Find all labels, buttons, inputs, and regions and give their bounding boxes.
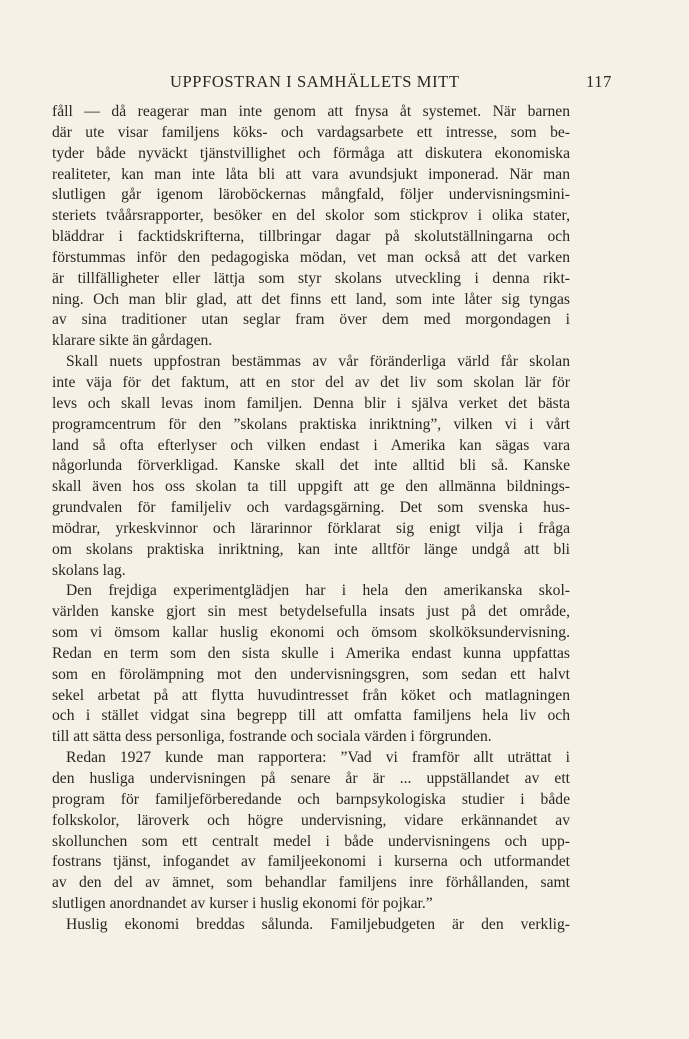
text-line: inte väja för det faktum, att en stor del av det liv som skolan lär för (52, 373, 570, 391)
text-line: skollunchen som ett centralt medel i både undervisningens och upp- (52, 832, 570, 850)
text-line: ning. Och man blir glad, att det finns ett land, som inte låter sig tyngas (52, 290, 570, 308)
page-number: 117 (586, 72, 612, 91)
text-line: den husliga undervisningen på senare år är ... uppställandet av ett (52, 770, 570, 787)
text-line: realiteter, kan man inte låta bli att vara avundsjukt imponerad. När man (52, 165, 570, 183)
paragraph-start-line: Den frejdiga experimentglädjen har i hela den amerikanska skol- (66, 582, 570, 600)
paragraph-end-line: slutligen anordnandet av kurser i huslig ekonomi för pojkar.” (52, 895, 433, 913)
page-header (52, 72, 612, 96)
text-line: av sina traditioner utan seglar fram över dem med morgondagen i (52, 311, 570, 329)
text-line: grundvalen för familjeliv och vardagsgärning. Det som svenska hus- (52, 499, 570, 517)
text-line: där ute visar familjens köks- och vardagsarbete ett intresse, som be- (52, 123, 570, 141)
paragraph-start-line: Redan 1927 kunde man rapportera: ”Vad vi framför allt uträttat i (66, 749, 570, 767)
text-line: någorlunda förverkligad. Kanske skall det inte alltid bli så. Kanske (52, 457, 570, 475)
text-line: bläddrar i facktidskrifterna, tillbringar dagar på skolutställningarna och (52, 228, 570, 246)
text-line: mödrar, yrkeskvinnor och lärarinnor förklarat sig enigt vilja i fråga (52, 519, 570, 537)
text-line: land så ofta efterlyser och vilken endast i Amerika kan sägas vara (52, 436, 570, 454)
text-line: program för familjeförberedande och barnpsykologiska studier i både (52, 790, 570, 808)
text-line: av den del av ämnet, som behandlar familjens inre förhållanden, samt (52, 874, 570, 892)
text-line: världen kanske gjort sin mest betydelsefulla insats just på det område, (52, 603, 570, 621)
text-line: levs och skall levas inom familjen. Denna blir i själva verket det bästa (52, 394, 570, 412)
paragraph-end-line: klarare sikte än gårdagen. (52, 332, 213, 350)
paragraph-end-line: skolans lag. (52, 561, 126, 579)
text-line: sekel arbetat på att flytta huvudintresset från köket och matlagningen (52, 686, 570, 704)
paragraph-start-line: Skall nuets uppfostran bestämmas av vår föränderliga värld får skolan (66, 353, 570, 371)
text-line: fåll — då reagerar man inte genom att fnysa åt systemet. När barnen (52, 103, 570, 120)
text-line: fostrans tjänst, infogandet av familjeekonomi i kurserna och utformandet (52, 853, 570, 871)
text-line: som en förolämpning mot den undervisningsgren, som sedan ett halvt (52, 665, 570, 683)
text-line: skall även hos oss skolan ta till uppgift att ge den allmänna bildnings- (52, 478, 570, 496)
text-line: tyder både nyväckt tjänstvillighet och förmåga att diskutera ekonomiska (52, 144, 570, 162)
text-line: förstummas inför den pedagogiska mödan, vet man också att det varken (52, 248, 570, 266)
text-line: Redan en term som den sista skulle i Amerika endast kunna uppfattas (52, 644, 570, 662)
running-title: UPPFOSTRAN I SAMHÄLLETS MITT (170, 72, 460, 91)
text-line: slutligen går igenom läroböckernas mångfald, följer undervisningsmini- (52, 186, 570, 204)
text-line: och i stället vidgat sina begrepp till att omfatta familjens hela liv och (52, 707, 570, 725)
text-line: folkskolor, läroverk och högre undervisning, vidare erkännandet av (52, 811, 570, 829)
body-text (52, 102, 570, 936)
paragraph-start-line: Huslig ekonomi breddas sålunda. Familjebudgeten är den verklig- (66, 915, 570, 933)
text-line: steriets tvåårsrapporter, besöker en del skolor som stickprov i olika stater, (52, 207, 570, 225)
text-line: programcentrum för den ”skolans praktiska inriktning”, vilken vi i vårt (52, 415, 570, 433)
text-line: är tillfälligheter eller lättja som styr skolans utveckling i denna rikt- (52, 269, 570, 287)
paragraph-end-line: till att sätta dess personliga, fostrande och sociala värden i förgrunden. (52, 728, 492, 746)
text-line: om skolans praktiska inriktning, kan inte alltför länge undgå att bli (52, 540, 570, 558)
text-line: som vi ömsom kallar huslig ekonomi och ömsom skolköksundervisning. (52, 624, 570, 642)
